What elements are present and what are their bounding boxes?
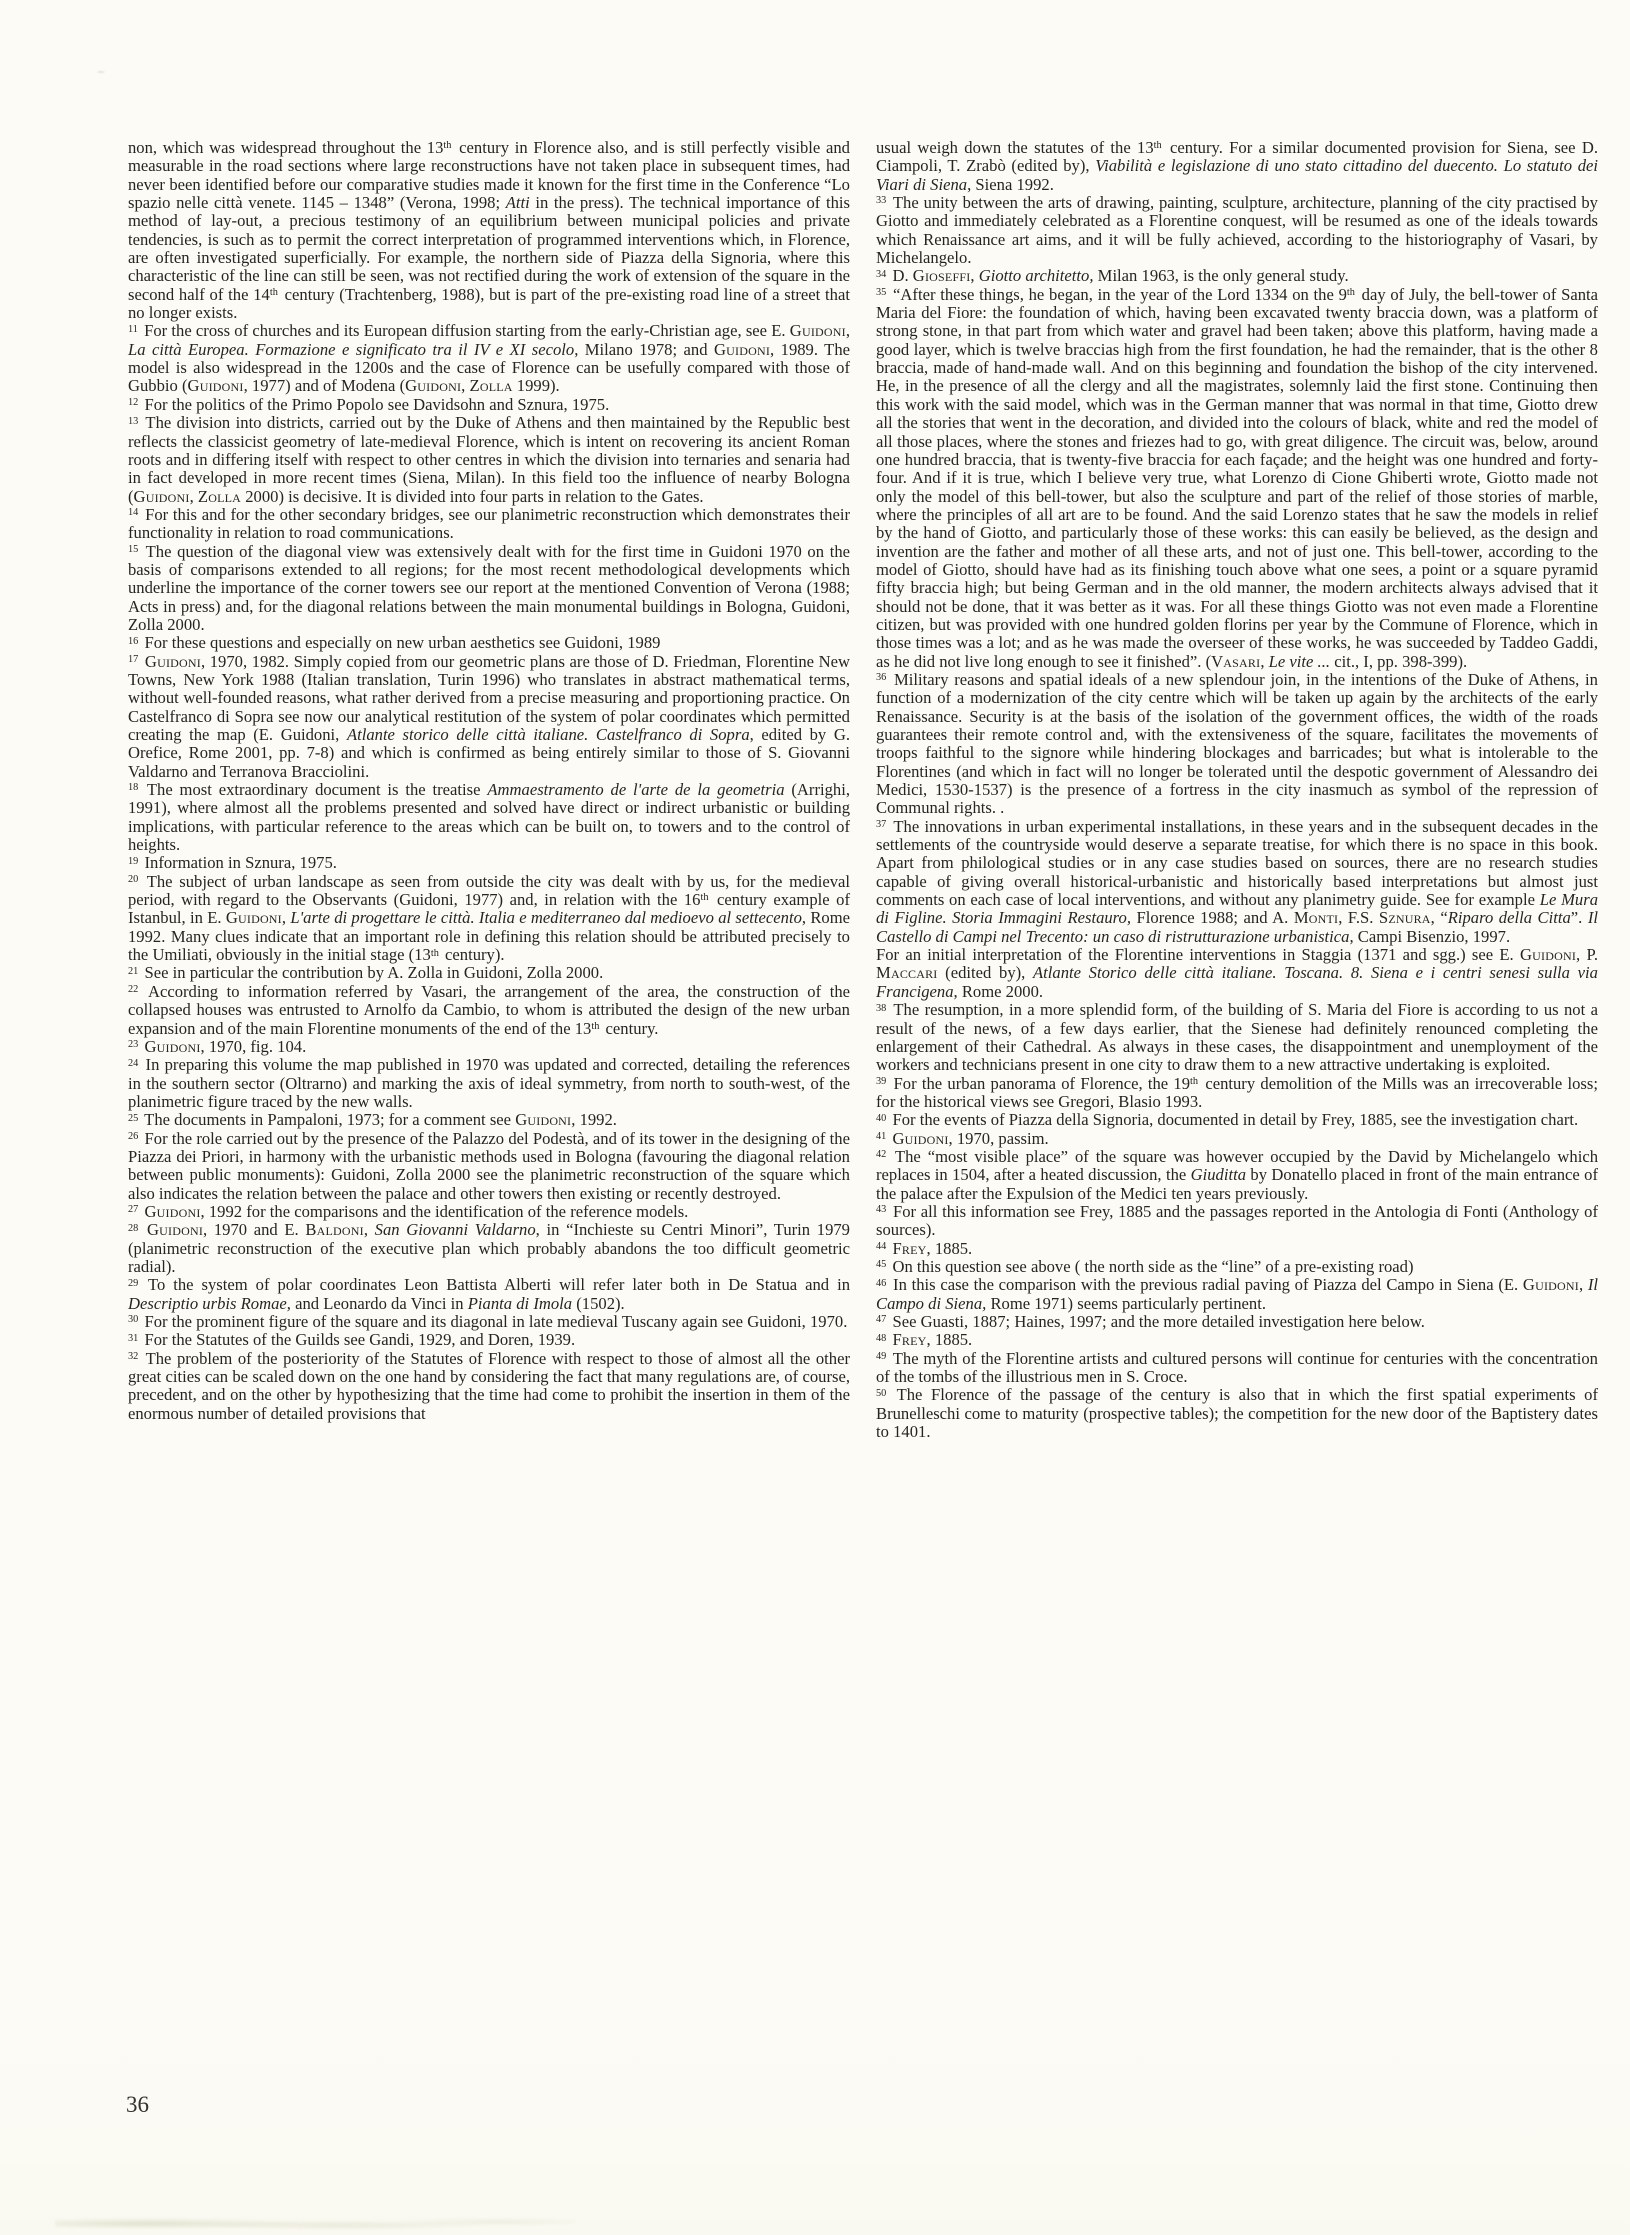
footnote-48: $^{48}$ Frey, 1885. [876,1330,973,1350]
footnote-11: $^{11}$ For the cross of churches and its European diffusion starting from the early-Christian age, see E. Guidoni, La città Europea. Formazione e significato tra il IV e XI secolo, Milano 1978; and Guidoni, 1989. The model is also widespread in the 1200s and the case of Florence can be usefully compared with those of Gubbio (Guidoni, 1977) and of Modena (Guidoni, Zolla 1999). [128,321,851,396]
footnote-continuation: usual weigh down the statutes of the 13th century. For a similar documented provision for Siena, see D. Ciampoli, T. Zrabò (edited by), Viabilità e legislazione di uno stato cittadino del duecento. Lo statuto dei Viari di Siena, Siena 1992. [876,138,1599,194]
footnote-number: 26 [128,1130,139,1142]
superscript: th [1190,1075,1199,1087]
footnote-number: 11 [128,323,138,335]
small-caps-name: Maccari [876,963,938,983]
left-column [128,139,850,1423]
superscript: th [269,287,278,299]
small-caps-name: Guidoni [146,1220,204,1240]
italic-title: Pianta di Imola [467,1293,573,1313]
footnote-number: 14 [128,507,139,519]
italic-title: La città Europea. Formazione e significato tra il IV e XI secolo [128,339,575,359]
footnote-number: 31 [128,1332,139,1344]
footnote-number: 32 [128,1351,139,1363]
footnote-number: 41 [876,1130,887,1142]
footnote-number: 34 [876,268,887,280]
footnote-50: $^{50}$ The Florence of the passage of the century is also that in which the first spatial experiments of Brunelleschi come to maturity (prospective tables); the competition for the new door of the Baptistery dates to 1401. [876,1385,1598,1442]
small-caps-name: Vasari [1211,651,1261,671]
superscript: th [443,140,452,152]
small-caps-name: Baldoni [305,1220,364,1240]
italic-title: Atlante Storico delle città italiane. Toscana. 8. Siena e i centri senesi sulla via Francigena [876,963,1598,1001]
footnote-39: $^{39}$ For the urban panorama of Florence, the 19th century demolition of the Mills was an irrecoverable loss; for the historical views see Gregori, Blasio 1993. [876,1073,1598,1111]
italic-title: Il Castello di Campi nel Trecento: un caso di ristrutturazione urbanistica [876,908,1599,946]
italic-title: Atlante storico delle città italiane. Castelfranco di Sopra [346,725,750,744]
footnote-number: 47 [876,1314,887,1326]
small-caps-name: Guidoni [225,908,282,928]
small-caps-name: Frey [892,1238,927,1258]
footnote-number: 27 [128,1204,139,1216]
superscript: th [1153,140,1162,152]
small-caps-name: Frey [892,1330,927,1350]
footnote-33: $^{33}$ The unity between the arts of drawing, painting, sculpture, architecture, planning of the city practised by Giotto and immediately celebrated as a Florentine conquest, will be resumed as one of the ideals towards which Renaissance art aims, and it will be fully achieved, according to the historiography of Vasari, by Michelangelo. [876,193,1598,268]
footnote-14: $^{14}$ For this and for the other secondary bridges, see our planimetric reconstruction which demonstrates their functionality in relation to road communications. [128,504,850,543]
footnote-45: $^{45}$ On this question see above ( the north side as the “line” of a pre-existing road) [876,1256,1414,1276]
footnote-number: 50 [876,1387,887,1399]
footnote-26: $^{26}$ For the role carried out by the presence of the Palazzo del Podestà, and of its tower in the designing of the Piazza dei Priori, in harmony with the urbanistic methods used in Bologna (favouring the diagonal relation between public monuments): Guidoni, Zolla 2000 see the planimetric reconstruction of the square which also indicates the relation between the palace and other towers then existing or recently destroyed. [128,1128,850,1203]
footnote-34: $^{34}$ D. Gioseffi, Giotto architetto, Milan 1963, is the only general study. [876,266,1349,286]
footnote-number: 35 [876,287,887,299]
superscript: th [1346,287,1355,299]
footnote-46: $^{46}$ In this case the comparison with the previous radial paving of Piazza del Campo in Siena (E. Guidoni, Il Campo di Siena, Rome 1971) seems particularly pertinent. [876,1275,1598,1313]
italic-title: Le vite ... [1268,651,1331,671]
footnote-19: $^{19}$ Information in Sznura, 1975. [128,853,337,873]
footnote-number: 16 [128,635,139,647]
italic-title: Il Campo di Siena, [876,1275,1598,1313]
footnote-24: $^{24}$ In preparing this volume the map published in 1970 was updated and corrected, detailing the references in the southern sector (Oltrarno) and marking the axis of ideal symmetry, from north to south-west, of the planimetric figure traced by the new walls. [128,1055,850,1111]
italic-title: Atti [505,193,530,213]
footnote-20: $^{20}$ The subject of urban landscape as seen from outside the city was dealt with by us, for the medieval period, with regard to the Observants (Guidoni, 1977) and, in relation with the 16th century example of Istanbul, in E. Guidoni, L'arte di progettare le città. Italia e mediterraneo dal medioevo al settecento, Rome 1992. Many clues indicate that an important role in defining this relation should be attributed precisely to the Umiliati, obviously in the initial stage (13th century). [128,871,851,965]
superscript: th [700,892,709,904]
small-caps-name: Guidoni [713,339,771,359]
small-caps-name: Guidoni [144,651,201,671]
footnote-number: 25 [128,1112,139,1124]
footnote-number: 24 [128,1057,139,1069]
footnote-continuation: non, which was widespread throughout the 13th century in Florence also, and is still perfectly visible and measurable in the road sections where large reconstructions have not taken place in subsequent times, had never been identified before our comparative studies made it known for the first time in the Conference “Lo spazio nelle città venete. 1145 – 1348” (Verona, 1998; Atti in the press). The technical importance of this method of lay-out, a precious testimony of an equilibrium between municipal policies and private tendencies, is such as to permit the correct interpretation of programmed interventions which, in Florence, are often investigated superficially. For example, the northern side of Piazza della Signoria, where this characteristic of the line can still be seen, was not rectified during the work of extension of the square in the second half of the 14th century (Trachtenberg, 1988), but is part of the pre-existing road line of a street that no longer exists. [128,138,850,323]
superscript: th [591,1020,600,1032]
superscript: th [430,947,439,959]
footnote-31: $^{31}$ For the Statutes of the Guilds see Gandi, 1929, and Doren, 1939. [128,1330,576,1350]
italic-title: L'arte di progettare le città. Italia e mediterraneo dal medioevo al settecento [290,908,802,928]
footnote-continuation: For an initial interpretation of the Florentine interventions in Staggia (1371 and sgg.) see E. Guidoni, P. Maccari (edited by), Atlante Storico delle città italiane. Toscana. 8. Siena e i centri senesi sulla via Francigena, Rome 2000. [876,945,1599,1001]
footnote-number: 42 [876,1149,887,1161]
footnote-number: 49 [876,1351,887,1363]
footnote-13: $^{13}$ The division into districts, carried out by the Duke of Athens and then maintained by the Republic best reflects the classicist geometry of late-medieval Florence, which is intent on recovering its ancient Roman roots and in differing itself with respect to other centres in which the division into ternaries and senaria had in fact developed in more recent times (Siena, Milan). In this field too the influence of nearby Bologna (Guidoni, Zolla 2000) is decisive. It is divided into four parts in relation to the Gates. [128,413,850,506]
small-caps-name: Guidoni [144,1036,201,1056]
scan-smudge-artifact [55,2214,575,2230]
small-caps-name: Gioseffi [912,266,971,286]
footnote-number: 48 [876,1332,887,1344]
footnote-42: $^{42}$ The “most visible place” of the square was however occupied by the David by Michelangelo which replaces in 1504, after a heated discussion, the Giuditta by Donatello placed in front of the main entrance of the palace after the Expulsion of the Medici ten years previously. [876,1146,1598,1203]
footnote-number: 40 [876,1112,887,1124]
footnote-number: 44 [876,1241,887,1252]
footnote-29: $^{29}$ To the system of polar coordinates Leon Battista Alberti will refer later both in De Statua and in Descriptio urbis Romae, and Leonardo da Vinci in Pianta di Imola (1502). [128,1275,850,1313]
footnote-number: 37 [876,819,887,831]
small-caps-name: Guidoni [789,321,846,341]
footnote-number: 46 [876,1277,887,1289]
footnote-49: $^{49}$ The myth of the Florentine artists and cultured persons will continue for centuries with the concentration of the tombs of the illustrious men in S. Croce. [876,1348,1598,1387]
footnote-number: 45 [876,1259,887,1271]
small-caps-name: Guidoni [892,1128,949,1148]
small-caps-name: Guidoni [1522,1275,1579,1295]
footnote-35: $^{35}$ “After these things, he began, in the year of the Lord 1334 on the 9th day of July, the bell-tower of Santa Maria del Fiore: the foundation of which, having been excavated twenty braccia down, was a platform of strong stone, in that part from which water and gravel had been taken; above this platform, having made a good layer, which is twelve braccias high from the first foundation, he had the remainder, that is the other 8 braccia, made of hand-made wall. And on this beginning and foundation the bishop of the city intervened. He, in the presence of all the clergy and all the magistrates, solemnly laid the first stone. Continuing then this work with the said model, which was in the German manner that was normal in that time, Giotto drew all the stories that went in the decoration, and divided into the colours of black, white and red the model of all those places, where the stones and friezes had to go, with great diligence. The circuit was, below, around one hundred braccia, that is twenty-five braccia for each façade; and the height was one hundred and forty-four. And if it is true, which I believe very true, what Lorenzo di Cione Ghiberti wrote, Giotto made not only the model of this bell-tower, but also the sculpture and part of the relief of those stories of marble, where the principles of all art are to be found. And the said Lorenzo states that he saw the models in relief by the hand of Giotto, and particularly those of these works: this can easily be believed, as the design and invention are the father and mother of all these arts, and not of just one. This bell-tower, according to the model of Giotto, should have had as its finishing touch above what one sees, a point or a square pyramid fifty braccia high; but being German and in the old manner, the modern architects always advised that it should not be done, that it was better as it was. For all these things Giotto was not even made a Florentine citizen, but was provided with one hundred golden florins per year by the Commune of Florence, which in those times was a lot; and as he was made the overseer of these works, he was succeeded by Taddeo Gaddi, as he did not live long enough to see it finished”. (Vasari, Le vite ... cit., I, pp. 398-399). [876,284,1599,671]
footnote-25: $^{25}$ The documents in Pampaloni, 1973; for a comment see Guidoni, 1992. [128,1110,617,1130]
footnote-number: 39 [876,1075,887,1087]
right-column [876,139,1598,1441]
footnote-38: $^{38}$ The resumption, in a more splendid form, of the building of S. Maria del Fiore is according to us not a result of the news, of a few days earlier, that the Sienese had definitely renounced completing the enlargement of their Cathedral. As always in these cases, the disappointment and unemployment of the workers and technicians present in one city to draw them to a new attractive undertaking is exploited. [876,1000,1598,1075]
italic-title: San Giovanni Valdarno [374,1220,536,1240]
small-caps-name: Guidoni [1519,945,1577,965]
page-number: 36 [126,2092,149,2117]
footnote-number: 21 [128,965,139,977]
italic-title: Giuditta [1190,1165,1247,1185]
footnote-12: $^{12}$ For the politics of the Primo Popolo see Davidsohn and Sznura, 1975. [128,394,610,414]
small-caps-name: Sznura [1378,908,1431,928]
footnote-number: 43 [876,1204,887,1216]
footnote-number: 19 [128,855,139,867]
footnote-40: $^{40}$ For the events of Piazza della Signoria, documented in detail by Frey, 1885, see the investigation chart. [876,1110,1579,1130]
footnote-23: $^{23}$ Guidoni, 1970, fig. 104. [128,1036,307,1056]
footnote-28: $^{28}$ Guidoni, 1970 and E. Baldoni, San Giovanni Valdarno, in “Inchieste su Centri Minori”, Turin 1979 (planimetric reconstruction of the executive plan which probably abandons the too difficult geometric radial). [128,1220,850,1276]
footnote-number: 28 [128,1222,139,1234]
footnote-number: 23 [128,1039,139,1051]
footnote-30: $^{30}$ For the prominent figure of the square and its diagonal in late medieval Tuscany again see Guidoni, 1970. [128,1312,848,1331]
footnote-22: $^{22}$ According to information referred by Vasari, the arrangement of the area, the construction of the collapsed houses was entrusted to Arnolfo da Cambio, to whom is attributed the design of the new urban expansion and of the main Florentine monuments of the end of the 13th century. [128,981,850,1038]
italic-title: Le Mura di Figline. Storia Immagini Restauro, [876,890,1598,928]
footnote-number: 38 [876,1002,887,1014]
footnote-43: $^{43}$ For all this information see Frey, 1885 and the passages reported in the Antologia di Fonti (Anthology of sources). [876,1201,1598,1240]
italic-title: Viabilità e legislazione di uno stato cittadino del duecento. Lo statuto dei Viari di Siena [876,156,1599,194]
small-caps-name: Guidoni [133,486,190,506]
footnote-37: $^{37}$ The innovations in urban experimental installations, in these years and in the subsequent decades in the settlements of the countryside would deserve a separate treatise, for which there is no space in this book. Apart from philological studies or in any case studies based on sources, there are no research studies capable of giving overall historical-urbanistic and historically based interpretations but almost just comments on each case of local interventions, and without any planimetry guide. See for example Le Mura di Figline. Storia Immagini Restauro, Florence 1988; and A. Monti, F.S. Sznura, “Riparo della Citta”. Il Castello di Campi nel Trecento: un caso di ristrutturazione urbanistica, Campi Bisenzio, 1997. [876,816,1599,946]
italic-title: Descriptio urbis Romae, [128,1293,291,1313]
footnote-number: 22 [128,984,139,996]
footnote-36: $^{36}$ Military reasons and spatial ideals of a new splendour join, in the intentions of the Duke of Athens, in function of a modernization of the city centre which will be taken up again by the architects of the early Renaissance. Security is at the basis of the isolation of the government offices, the width of the roads guarantees their remote control and, with the extensiveness of the square, facilitates the movements of troops faithful to the signore while hindering blockages and barricades; but what is intolerable to the Florentines (and which in fact will no longer be tolerated until the despotic government of Alessandro dei Medici, 1530-1537) is the presence of a fortress in the city inasmuch as symbol of the repression of Communal rights. . [876,669,1598,818]
small-caps-name: Monti [1293,908,1339,928]
footnote-21: $^{21}$ See in particular the contribution by A. Zolla in Guidoni, Zolla 2000. [128,963,604,983]
italic-title: Ammaestramento de l'arte de la geometria [487,780,785,800]
footnote-47: $^{47}$ See Guasti, 1887; Haines, 1997; and the more detailed investigation here below. [876,1312,1425,1331]
small-caps-name: Guidoni [515,1110,572,1130]
footnote-number: 30 [128,1314,139,1326]
footnote-27: $^{27}$ Guidoni, 1992 for the comparisons and the identification of the reference models. [128,1201,689,1221]
footnote-number: 13 [128,415,139,427]
footnote-18: $^{18}$ The most extraordinary document is the treatise Ammaestramento de l'arte de la geometria (Arrighi, 1991), where almost all the problems presented and solved have direct or indirect urbanistic or building implications, with particular reference to the areas which can be built on, to towers and to the control of heights. [128,780,850,855]
footnote-number: 33 [876,195,887,207]
footnote-44: $^{44}$ Frey, 1885. [876,1238,973,1258]
footnote-number: 36 [876,672,887,684]
footnote-number: 18 [128,782,139,794]
footnote-number: 17 [128,654,139,665]
footnote-number: 15 [128,543,139,555]
footnote-number: 20 [128,874,139,886]
footnote-17: $^{17}$ Guidoni, 1970, 1982. Simply copied from our geometric plans are those of D. Friedman, Florentine New Towns, New York 1988 (Italian translation, Turin 1996) who translates in abstract mathematical terms, without well-founded reasons, what rather derived from a precise measuring and proportioning practice. On Castelfranco di Sopra see now our analytical restitution of the system of polar coordinates which permitted creating the map (E. Guidoni, Atlante storico delle città italiane. Castelfranco di Sopra, edited by G. Orefice, Rome 2001, pp. 7-8) and which is confirmed as being entirely similar to those of S. Giovanni Valdarno and Terranova Bracciolini. [128,651,850,781]
small-caps-name: Zolla [197,486,242,506]
footnote-15: $^{15}$ The question of the diagonal view was extensively dealt with for the first time in Guidoni 1970 on the basis of comparisons extended to all regions; for the most recent methodological developments which underline the importance of the corner towers see our report at the mentioned Convention of Verona (1988; Acts in press) and, for the diagonal relations between the main monumental buildings in Bologna, Guidoni, Zolla 2000. [128,541,850,634]
footnote-41: $^{41}$ Guidoni, 1970, passim. [876,1128,1049,1148]
footnote-16: $^{16}$ For these questions and especially on new urban aesthetics see Guidoni, 1989 [128,633,661,653]
small-caps-name: Zolla [469,376,513,396]
italic-title: Riparo della Citta [1447,908,1571,928]
footnote-32: $^{32}$ The problem of the posteriority of the Statutes of Florence with respect to those of almost all the other great cities can be scaled down on the one hand by considering the fact that many regulations are, of course, precedent, and on the other by hypothesizing that the time had come to prohibit the insertion in them of the enormous number of detailed provisions that [128,1348,850,1423]
small-caps-name: Guidoni [187,376,244,396]
small-caps-name: Guidoni [405,376,462,396]
footnote-number: 12 [128,397,139,409]
footnote-number: 29 [128,1277,139,1289]
scan-speck-artifact [96,70,106,74]
small-caps-name: Guidoni [144,1201,201,1221]
italic-title: Giotto architetto, [978,266,1094,286]
